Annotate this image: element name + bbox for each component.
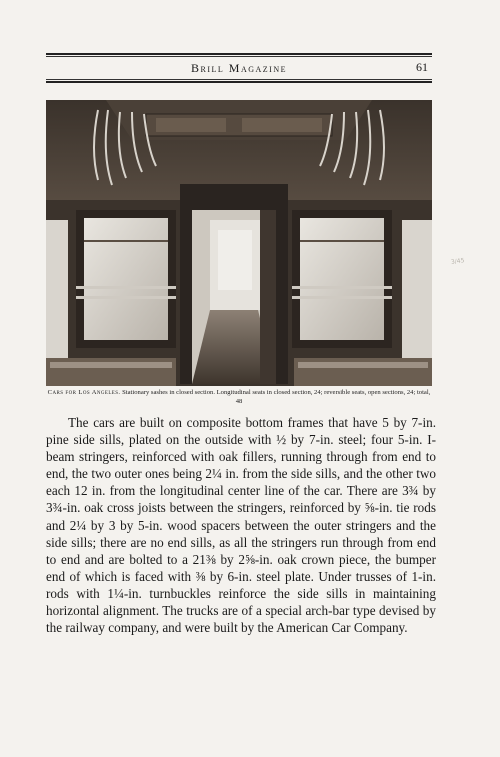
header-rule-top [46, 53, 432, 55]
figure-caption [46, 389, 432, 406]
body-paragraph: The cars are built on composite bottom frames that have 5 by 7-in. pine side sills, plated on the outside with ½ by 7-in. steel; four 5-in. I-beam stringers, reinforced with oak fillers, running through from end to end, the two outer ones being 2¼ in. from the side sills, and the other two each 12 in. from the longitudinal center line of the car. There are 3¾ by 3¾-in. oak cross joists between the stringers, reinforced by ⅝-in. tie rods and 2¼ by 3 by 5-in. wood spacers between the outer stringers and the side sills; there are no end sills, as all the stringers run through from end to end and are bolted to a 21⅜ by 2⅝-in. oak crown piece, the bumper end of which is faced with ⅜ by 6-in. steel plate. Under trusses of 1-in. rods with 1¼-in. turnbuckles reinforce the side sills in maintaining horizontal alignment. The trucks are of a special arch-bar type devised by the railway company, and were built by the American Car Company. [46, 415, 436, 636]
streetcar-interior-photo [46, 100, 432, 386]
page-header [46, 58, 432, 78]
margin-pencil-note: 3/45 [450, 257, 465, 266]
page-number: 61 [416, 60, 428, 74]
header-rule-bottom-thin [46, 79, 432, 80]
header-rule-top-thin [46, 56, 432, 57]
caption-title: Cars for Los Angeles. [47, 389, 121, 396]
photo-illustration [46, 100, 432, 386]
running-head: Brill Magazine [191, 61, 287, 75]
caption-text: Stationary sashes in closed section. Longitudinal seats in closed section, 24; reversible seats, open sections, 24; total, 48 [120, 389, 431, 405]
header-rule-bottom [46, 81, 432, 83]
article-body [46, 414, 436, 636]
